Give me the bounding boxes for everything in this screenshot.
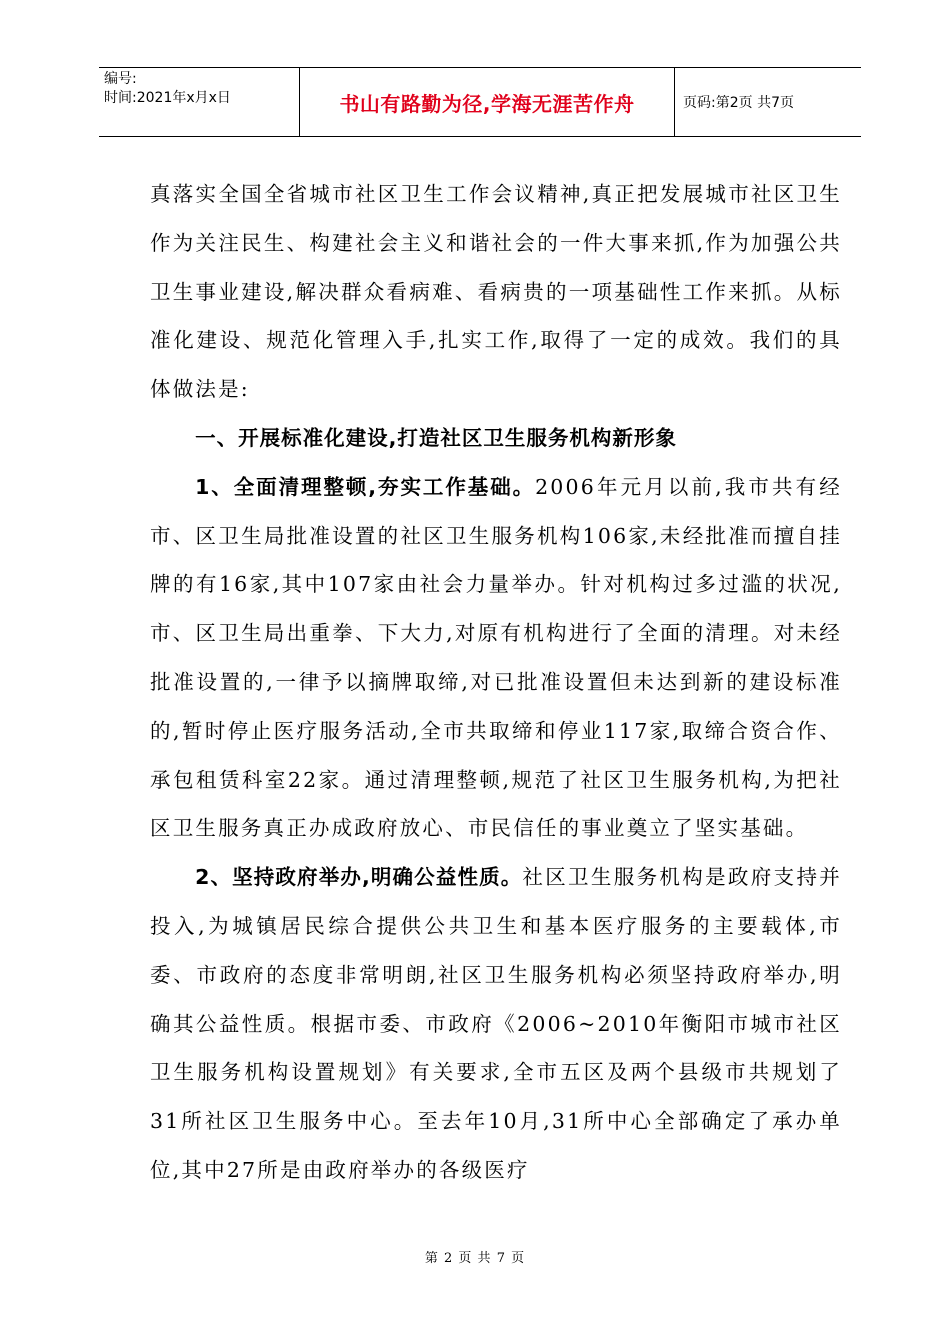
header-motto: 书山有路勤为径,学海无涯苦作舟 xyxy=(339,91,635,116)
header-table xyxy=(99,67,861,137)
paragraph-government xyxy=(150,853,842,1195)
paragraph-cleanup xyxy=(150,463,842,853)
header-page-cell xyxy=(675,68,861,136)
subheading-government: 2、坚持政府举办,明确公益性质。 xyxy=(195,865,523,890)
page-footer: 第 2 页 共 7 页 xyxy=(424,1251,526,1266)
document-body xyxy=(150,170,842,1195)
subheading-cleanup: 1、全面清理整顿,夯实工作基础。 xyxy=(195,474,536,499)
document-time-label: 时间:2021年x月x日 xyxy=(104,90,231,106)
header-page-info: 页码:第2页 共7页 xyxy=(683,95,794,111)
header-motto-cell xyxy=(300,68,675,136)
paragraph-cleanup-text: 2006年元月以前,我市共有经市、区卫生局批准设置的社区卫生服务机构106家,未经批准而擅自挂牌的有16家,其中107家由社会力量举办。针对机构过多过滥的状况,市、区卫生局出重拳、下大力,对原有机构进行了全面的清理。对未经批准设置的,一律予以摘牌取缔,对已批准设置但未达到新的建设标准的,暂时停止医疗服务活动,全市共取缔和停业117家,取缔合资合作、承包租赁科室22家。通过清理整顿,规范了社区卫生服务机构,为把社区卫生服务真正办成政府放心、市民信任的事业奠立了坚实基础。 xyxy=(150,474,842,841)
paragraph-government-text: 社区卫生服务机构是政府支持并投入,为城镇居民综合提供公共卫生和基本医疗服务的主要载体,市委、市政府的态度非常明朗,社区卫生服务机构必须坚持政府举办,明确其公益性质。根据市委、市政府《2006~2010年衡阳市城市社区卫生服务机构设置规划》有关要求,全市五区及两个县级市共规划了31所社区卫生服务中心。至去年10月,31所中心全部确定了承办单位,其中27所是由政府举办的各级医疗 xyxy=(150,865,842,1182)
paragraph-intro: 真落实全国全省城市社区卫生工作会议精神,真正把发展城市社区卫生作为关注民生、构建社会主义和谐社会的一件大事来抓,作为加强公共卫生事业建设,解决群众看病难、看病贵的一项基础性工作来抓。从标准化建设、规范化管理入手,扎实工作,取得了一定的成效。我们的具体做法是: xyxy=(150,182,842,402)
section-heading-1: 一、开展标准化建设,打造社区卫生服务机构新形象 xyxy=(195,425,677,450)
document-number-label: 编号: xyxy=(104,71,137,87)
header-meta-cell xyxy=(99,68,300,136)
